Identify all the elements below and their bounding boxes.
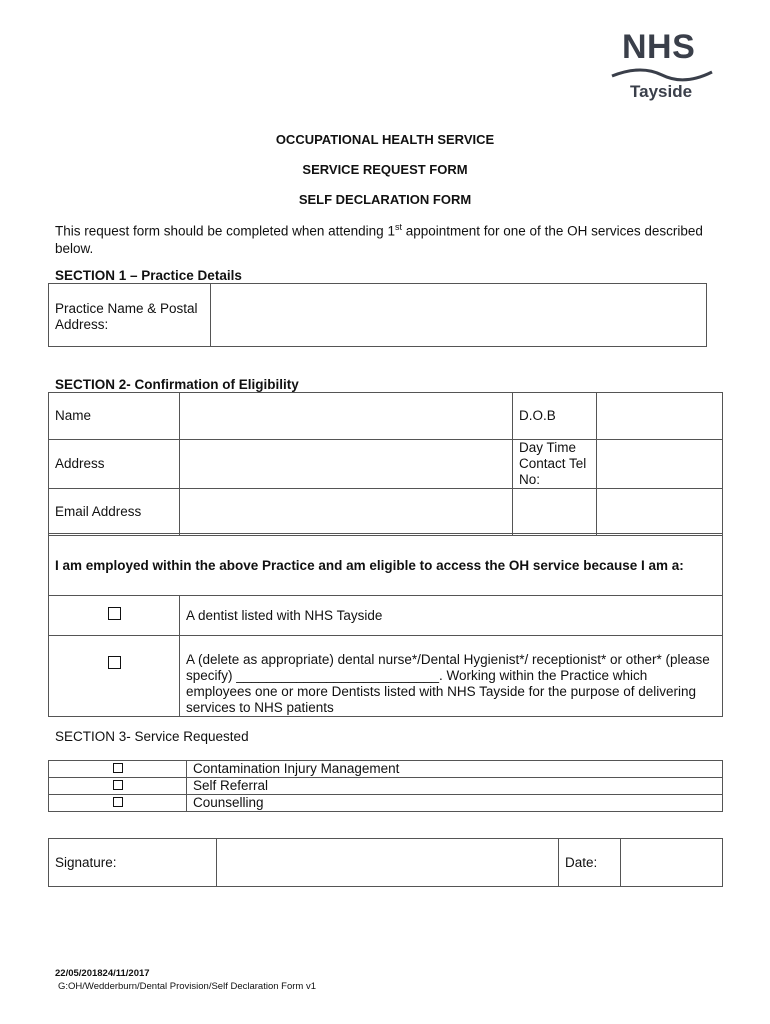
section3-title: SECTION 3- Service Requested [55,729,249,744]
option1-checkbox[interactable] [108,607,121,620]
address-label: Address [49,440,180,489]
intro-text [55,219,705,257]
intro-before: This request form should be completed when attending 1 [55,223,395,239]
eligibility-options-table [48,595,723,717]
intro-after: appointment for one of the OH services described below. [55,223,703,256]
signature-field[interactable] [217,839,559,887]
footer-dates: 22/05/201824/11/2017 [55,968,150,979]
option1-label: A dentist listed with NHS Tayside [180,596,723,636]
service-checkbox-counselling[interactable] [113,797,123,807]
service-label-contamination: Contamination Injury Management [187,761,723,778]
tel-label: Day Time Contact Tel No: [513,440,597,489]
option2-checkbox[interactable] [108,656,121,669]
service-checkbox-cell [49,795,187,812]
service-label-counselling: Counselling [187,795,723,812]
practice-field[interactable] [211,284,707,347]
heading-service: OCCUPATIONAL HEALTH SERVICE [275,132,495,147]
email-label: Email Address [49,489,180,536]
name-field[interactable] [180,393,513,440]
logo-board-text: Tayside [630,82,693,101]
services-table [48,760,723,812]
section2-title: SECTION 2- Confirmation of Eligibility [55,377,299,392]
signature-label: Signature: [49,839,217,887]
practice-table [48,283,707,347]
date-label: Date: [559,839,621,887]
date-field[interactable] [621,839,723,887]
service-checkbox-cell [49,761,187,778]
signature-table [48,838,723,887]
eligibility-statement-table [48,533,723,596]
service-checkbox-contamination[interactable] [113,763,123,773]
section1-title: SECTION 1 – Practice Details [55,268,242,283]
email-extra-cell [513,489,597,536]
intro-sup: st [394,222,402,232]
option1-checkbox-cell [49,596,180,636]
nhs-tayside-logo [600,28,720,108]
wave-icon [610,66,714,82]
option2-checkbox-cell [49,636,180,717]
dob-field[interactable] [597,393,723,440]
logo-nhs-text: NHS [622,28,696,66]
option2-label: A (delete as appropriate) dental nurse*/Dental Hygienist*/ receptionist* or other* (please specify) ___________________________. Working within the Practice which employees one or more Dentists listed with NHS Tayside for the purpose of delivering services to NHS patients [180,636,723,717]
tel-field[interactable] [597,440,723,489]
service-checkbox-self-referral[interactable] [113,780,123,790]
service-checkbox-cell [49,778,187,795]
eligibility-statement: I am employed within the above Practice and am eligible to access the OH service because I am a: [49,534,723,596]
dob-label: D.O.B [513,393,597,440]
email-extra-cell-2 [597,489,723,536]
address-field[interactable] [180,440,513,489]
heading-request-form: SERVICE REQUEST FORM [302,162,468,177]
email-field[interactable] [180,489,513,536]
footer-path: G:OH/Wedderburn/Dental Provision/Self Declaration Form v1 [58,981,317,992]
eligibility-table [48,392,723,536]
heading-declaration-form: SELF DECLARATION FORM [298,192,472,207]
name-label: Name [49,393,180,440]
practice-label: Practice Name & Postal Address: [49,284,211,347]
service-label-self-referral: Self Referral [187,778,723,795]
